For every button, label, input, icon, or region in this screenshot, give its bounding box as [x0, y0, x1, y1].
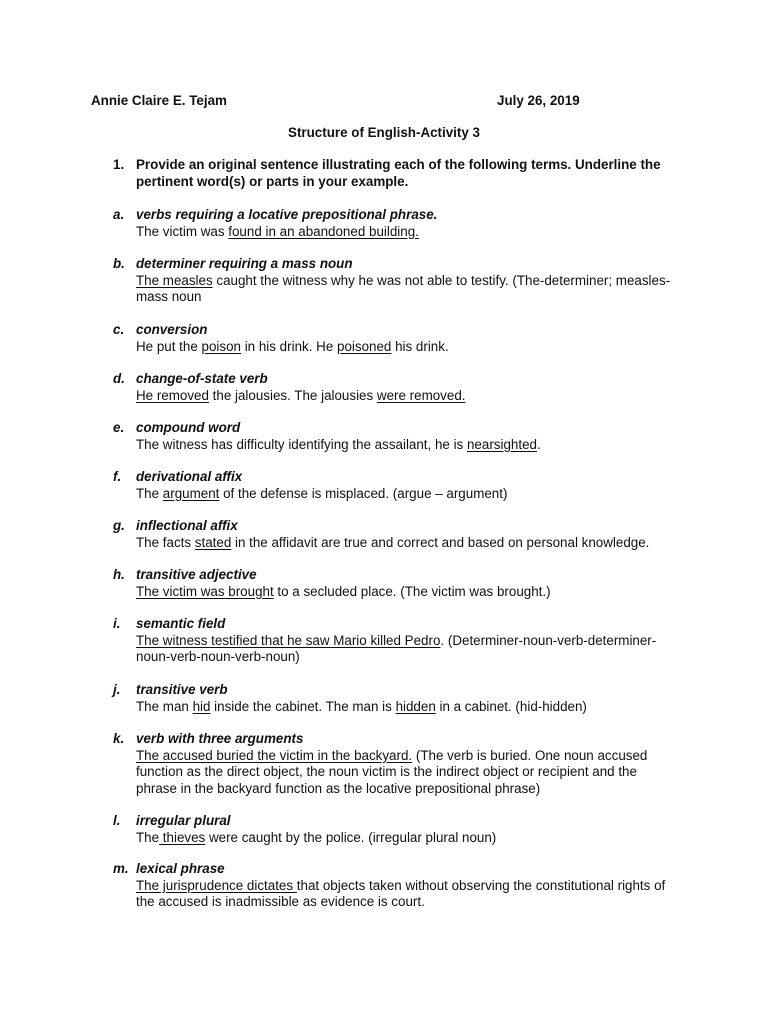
example-sentence [136, 535, 681, 552]
underlined-part: thieves [159, 829, 206, 845]
sentence-part: The [136, 829, 160, 845]
item-term: transitive verb [136, 682, 228, 697]
sentence-part: in the affidavit are true and correct and based on personal knowledge. [231, 534, 650, 550]
sentence-part: The victim was [136, 223, 229, 239]
sentence-part: inside the cabinet. The man is [210, 698, 396, 714]
underlined-part: found in an abandoned building. [228, 223, 419, 239]
item-term: irregular plural [136, 813, 231, 828]
example-sentence [136, 830, 681, 847]
sentence-part: to a secluded place. (The victim was brought.) [273, 583, 551, 599]
underlined-part: The measles [136, 272, 213, 288]
item-letter: e. [113, 420, 125, 435]
item-term: transitive adjective [136, 567, 257, 582]
underlined-part: were removed. [376, 387, 466, 403]
example-sentence [136, 878, 681, 911]
document-title: Structure of English-Activity 3 [288, 125, 480, 140]
example-sentence [136, 224, 681, 241]
question-text: Provide an original sentence illustrating each of the following terms. Underline the pertinent word(s) or parts in your example. [136, 157, 661, 189]
sentence-part: The man [136, 698, 193, 714]
sentence-part: . [536, 436, 541, 452]
underlined-part: poisoned [337, 338, 392, 354]
underlined-part: hid [192, 698, 211, 714]
item-term: conversion [136, 322, 208, 337]
underlined-part: nearsighted [466, 436, 537, 452]
item-letter: g. [113, 518, 125, 533]
item-term: inflectional affix [136, 518, 238, 533]
example-sentence [136, 437, 681, 454]
sentence-part: The witness has difficulty identifying the assailant, he is [136, 436, 467, 452]
example-sentence [136, 699, 681, 716]
item-term: determiner requiring a mass noun [136, 256, 353, 271]
item-letter: d. [113, 371, 125, 386]
sentence-part: He put the [136, 338, 202, 354]
item-term: derivational affix [136, 469, 243, 484]
item-letter: f. [113, 469, 122, 484]
example-sentence [136, 633, 681, 666]
underlined-part: The witness testified that he saw Mario killed Pedro [136, 632, 441, 648]
item-letter: k. [113, 731, 125, 746]
item-letter: m. [113, 861, 129, 876]
item-letter: b. [113, 256, 125, 271]
underlined-part: poison [201, 338, 241, 354]
sentence-part: that objects taken without observing the constitutional rights of the accused is inadmissible as evidence is court. [136, 877, 666, 909]
item-letter: j. [113, 682, 121, 697]
sentence-part: The [136, 485, 163, 501]
underlined-part: stated [194, 534, 232, 550]
sentence-part: (The verb is buried. One noun accused function as the direct object, the noun victim is the indirect object or recipient and the phrase in the backyard function as the locative prepositional phrase) [136, 747, 648, 796]
underlined-part: argument [162, 485, 220, 501]
question-number: 1. [113, 157, 125, 172]
item-letter: i. [113, 616, 121, 631]
sentence-part: caught the witness why he was not able to testify. (The-determiner; measles-mass noun [136, 272, 671, 304]
underlined-part: The jurisprudence dictates [136, 877, 297, 893]
sentence-part: of the defense is misplaced. (argue – argument) [219, 485, 508, 501]
item-term: compound word [136, 420, 241, 435]
sentence-part: in a cabinet. (hid-hidden) [435, 698, 587, 714]
author-name: Annie Claire E. Tejam [91, 93, 227, 108]
example-sentence [136, 339, 681, 356]
example-sentence [136, 388, 681, 405]
example-sentence [136, 584, 681, 601]
example-sentence [136, 273, 681, 306]
item-letter: h. [113, 567, 125, 582]
item-term: lexical phrase [136, 861, 225, 876]
sentence-part: his drink. [391, 338, 449, 354]
item-letter: l. [113, 813, 121, 828]
underlined-part: The victim was brought [136, 583, 274, 599]
sentence-part: the jalousies. The jalousies [208, 387, 377, 403]
underlined-part: He removed [136, 387, 209, 403]
underlined-part: The accused buried the victim in the backyard. [136, 747, 413, 763]
document-date: July 26, 2019 [497, 93, 580, 108]
sentence-part: . (Determiner-noun-verb-determiner-noun-verb-noun-verb-noun) [136, 632, 657, 664]
sentence-part: The facts [136, 534, 195, 550]
item-term: change-of-state verb [136, 371, 268, 386]
item-term: semantic field [136, 616, 226, 631]
item-letter: a. [113, 207, 125, 222]
item-term: verbs requiring a locative prepositional phrase. [136, 207, 438, 222]
item-term: verb with three arguments [136, 731, 304, 746]
item-letter: c. [113, 322, 125, 337]
sentence-part: in his drink. He [240, 338, 337, 354]
example-sentence [136, 748, 681, 798]
underlined-part: hidden [395, 698, 436, 714]
sentence-part: were caught by the police. (irregular plural noun) [205, 829, 497, 845]
example-sentence [136, 486, 681, 503]
